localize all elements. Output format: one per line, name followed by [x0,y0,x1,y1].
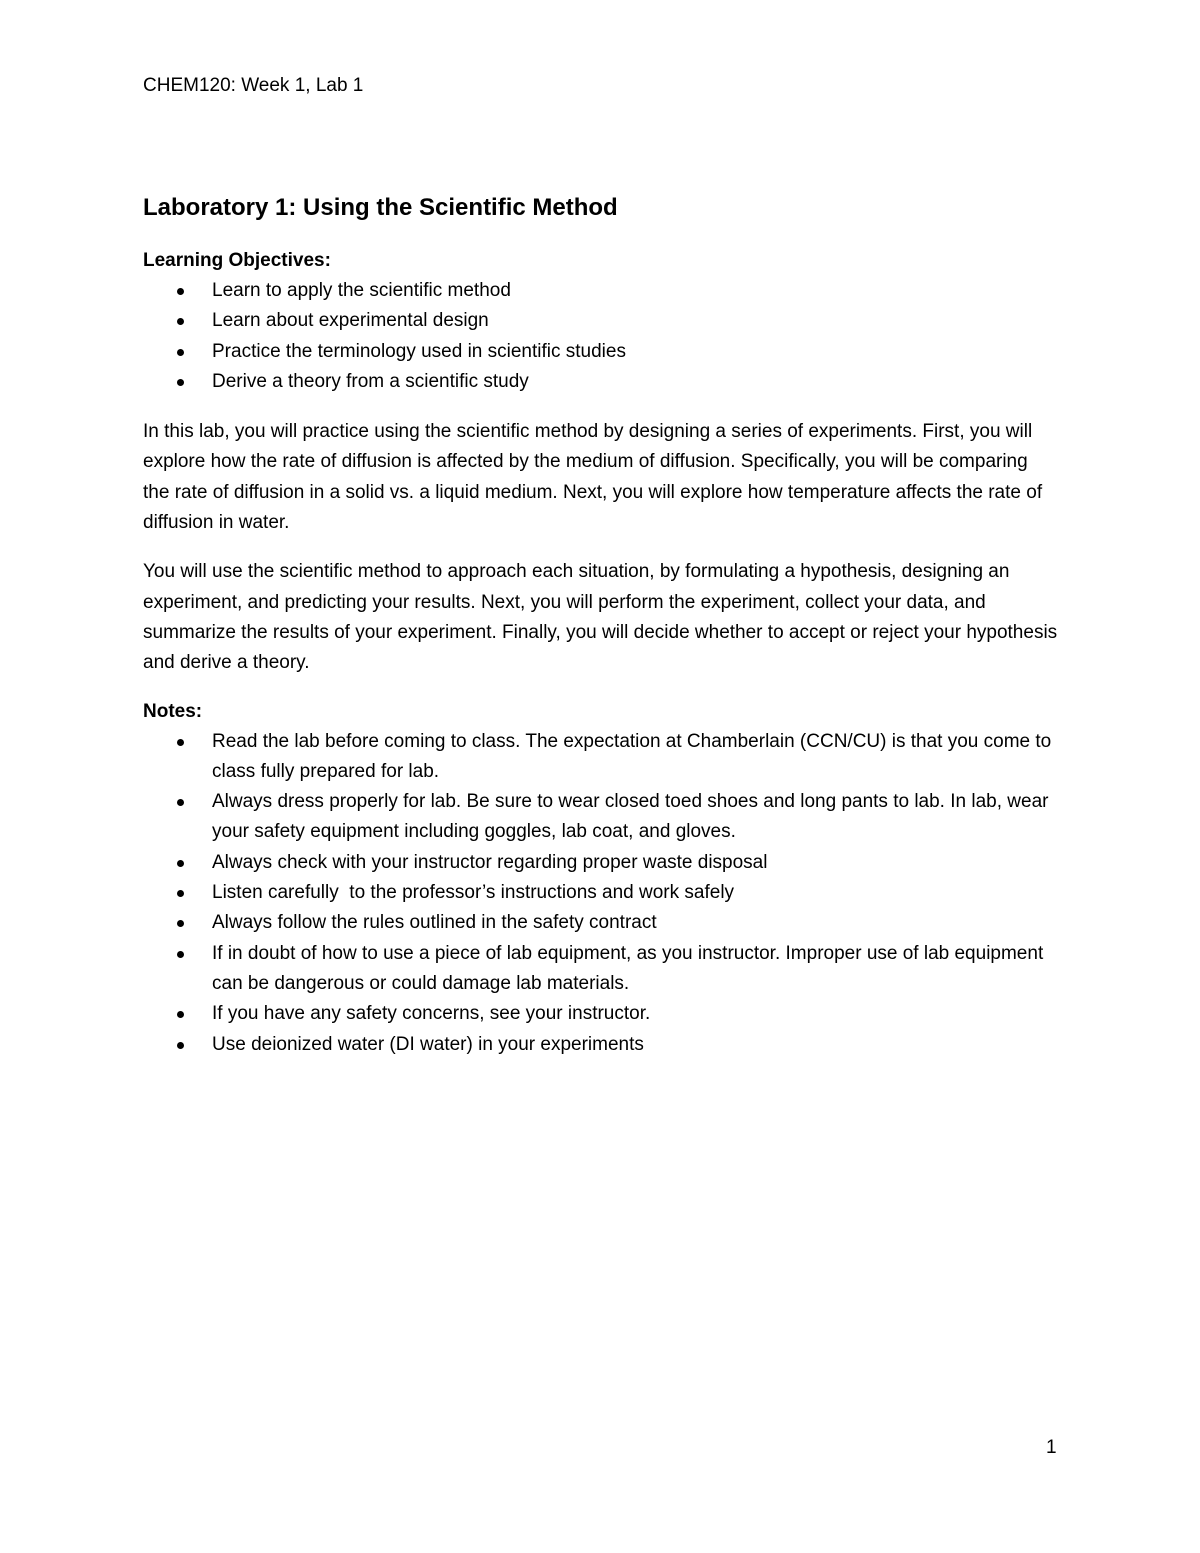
intro-paragraph: In this lab, you will practice using the scientific method by designing a series of experiments. First, you will explore how the rate of diffusion is affected by the medium of diffusion. Specifically, you will be comparing the rate of diffusion in a solid vs. a liquid medium. Next, you will explore how temperature affects the rate of diffusion in water. [143,421,1043,534]
list-item [143,727,1058,788]
bullet-icon [177,1042,184,1049]
note-text: If you have any safety concerns, see your instructor. [212,1003,651,1025]
list-item [143,848,1058,878]
note-text: If in doubt of how to use a piece of lab equipment, as you instructor. Improper use of lab equipment can be dangerous or could damage lab materials. [212,942,1044,994]
note-text: Always check with your instructor regarding proper waste disposal [212,851,768,873]
list-item [143,939,1058,1000]
bullet-icon [177,349,184,356]
list-item [143,787,1058,848]
running-header: CHEM120: Week 1, Lab 1 [143,75,364,96]
bullet-icon [177,920,184,927]
objective-text: Derive a theory from a scientific study [212,370,529,392]
note-text: Listen carefully to the professor’s instructions and work safely [212,882,735,904]
bullet-icon [177,739,184,746]
bullet-icon [177,799,184,806]
learning-objectives-heading: Learning Objectives: [143,250,331,271]
list-item [143,306,1058,336]
note-text: Read the lab before coming to class. The expectation at Chamberlain (CCN/CU) is that you come to class fully prepared for lab. [212,730,1052,782]
page-content [143,192,1058,1060]
notes-heading: Notes: [143,700,203,722]
bullet-icon [177,951,184,958]
note-text: Always follow the rules outlined in the safety contract [212,912,657,934]
method-paragraph: You will use the scientific method to approach each situation, by formulating a hypothesis, designing an experiment, and predicting your results. Next, you will perform the experiment, collect your data, and summarize the results of your experiment. Finally, you will decide whether to accept or reject your hypothesis and derive a theory. [143,561,1058,674]
bullet-icon [177,379,184,386]
objective-text: Learn about experimental design [212,310,489,332]
list-item [143,999,1058,1029]
list-item [143,1030,1058,1060]
note-text: Always dress properly for lab. Be sure to wear closed toed shoes and long pants to lab. In lab, wear your safety equipment including goggles, lab coat, and gloves. [212,791,1049,843]
bullet-icon [177,288,184,295]
objective-text: Practice the terminology used in scientific studies [212,340,626,362]
bullet-icon [177,1011,184,1018]
bullet-icon [177,890,184,897]
list-item [143,367,1058,397]
bullet-icon [177,318,184,325]
note-text: Use deionized water (DI water) in your experiments [212,1033,644,1055]
objective-text: Learn to apply the scientific method [212,280,511,301]
learning-objectives-list [143,276,1058,397]
list-item [143,276,1058,306]
page-title: Laboratory 1: Using the Scientific Method [143,194,618,221]
list-item [143,878,1058,908]
page-number: 1 [1046,1437,1057,1458]
list-item [143,337,1058,367]
bullet-icon [177,860,184,867]
list-item [143,908,1058,938]
notes-list [143,727,1058,1060]
